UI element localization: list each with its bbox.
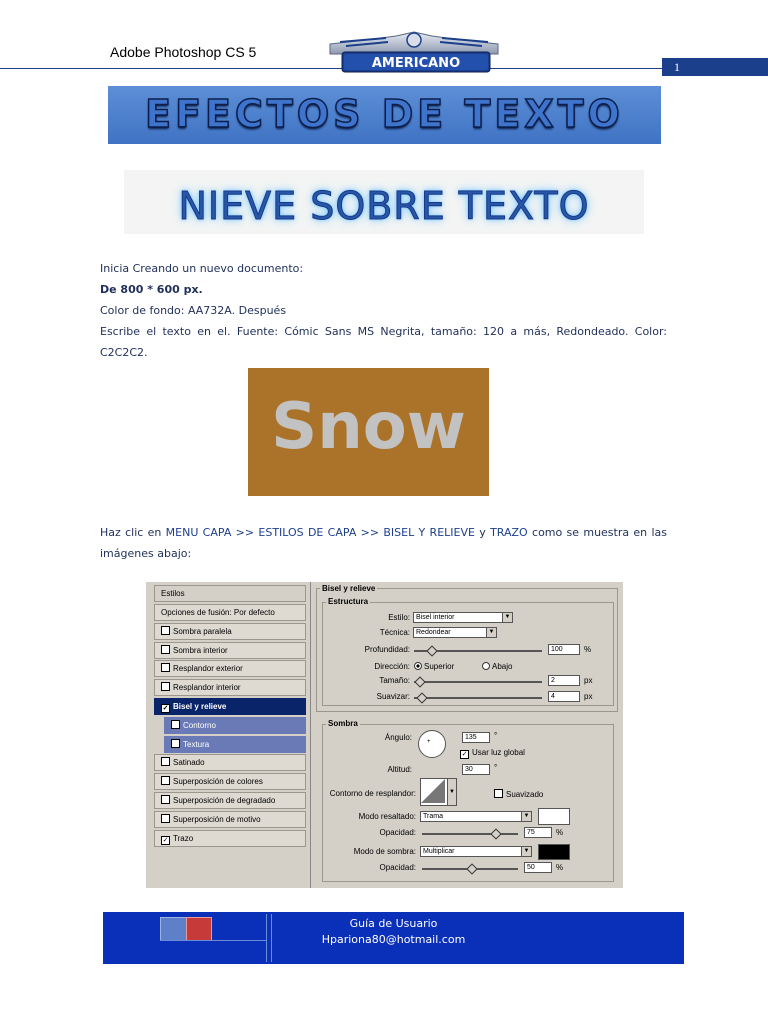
style-item-label: Textura — [183, 739, 210, 749]
style-item[interactable] — [154, 830, 306, 847]
estilo-value: Bisel interior — [416, 614, 455, 621]
footer-guide-label: Guía de Usuario — [349, 917, 438, 930]
checkbox-icon[interactable] — [161, 814, 170, 823]
style-item-label: Superposición de colores — [173, 777, 263, 787]
checkbox-icon[interactable] — [161, 682, 170, 691]
style-item-label: Resplandor exterior — [173, 664, 243, 674]
body-line-2: De 800 * 600 px. — [100, 283, 203, 296]
contour-curve-icon — [421, 779, 445, 803]
snow-sample-image — [248, 368, 489, 496]
style-item[interactable] — [164, 736, 306, 753]
luz-global-option[interactable] — [460, 748, 525, 759]
checkbox-icon[interactable] — [161, 776, 170, 785]
body-line-4: Escribe el texto en el. Fuente: Cómic Sans MS Negrita, tamaño: 120 a más, Redondeado. Color: C2C2C2. — [100, 325, 667, 359]
instruction-part-a: Haz clic en — [100, 526, 166, 539]
checkbox-icon[interactable] — [161, 626, 170, 635]
angulo-unit: ° — [494, 731, 498, 740]
subtitle-box — [124, 170, 644, 234]
chevron-down-icon: ▼ — [486, 628, 496, 637]
bevel-settings-panel — [312, 582, 623, 888]
shading-title: Sombra — [328, 719, 358, 728]
banner-title: EFECTOS DE TEXTO — [145, 92, 624, 136]
style-item-label: Sombra paralela — [173, 626, 232, 636]
header-app-title: Adobe Photoshop CS 5 — [110, 44, 257, 60]
tecnica-value: Redondear — [416, 629, 451, 636]
opacidad1-label: Opacidad: — [379, 828, 416, 837]
suavizar-label: Suavizar: — [376, 692, 410, 701]
checkbox-icon[interactable] — [161, 663, 170, 672]
instruction-menu-path: MENU CAPA >> ESTILOS DE CAPA >> BISEL Y RELIEVE — [165, 526, 475, 539]
checkbox-icon[interactable] — [161, 757, 170, 766]
profundidad-unit: % — [584, 645, 592, 654]
opacidad2-input[interactable]: 50 — [524, 862, 552, 873]
radio-icon — [482, 662, 490, 670]
suavizar-slider[interactable] — [414, 697, 542, 699]
checkbox-icon[interactable] — [171, 720, 180, 729]
tecnica-select[interactable] — [413, 627, 497, 638]
chevron-down-icon: ▼ — [521, 847, 531, 856]
style-item[interactable] — [164, 717, 306, 734]
chevron-down-icon: ▼ — [502, 613, 512, 622]
checkbox-icon[interactable] — [161, 795, 170, 804]
highlight-color-swatch[interactable] — [538, 808, 570, 825]
altitud-input[interactable]: 30 — [462, 764, 490, 775]
style-item-label: Sombra interior — [173, 645, 228, 655]
style-item[interactable] — [154, 811, 306, 828]
checkbox-checked-icon[interactable]: ✓ — [162, 705, 169, 712]
subtitle-title: NIEVE SOBRE TEXTO — [178, 184, 590, 228]
angle-dial[interactable] — [418, 730, 446, 758]
instruction-text — [100, 522, 667, 564]
estilo-select[interactable] — [413, 612, 513, 623]
altitud-label: Altitud: — [387, 765, 412, 774]
style-item[interactable] — [154, 792, 306, 809]
style-item-label: Resplandor interior — [173, 683, 241, 693]
style-item-label: Superposición de degradado — [173, 796, 276, 805]
americano-logo — [326, 30, 502, 78]
style-item-label: Bisel y relieve — [173, 702, 227, 711]
tamano-label: Tamaño: — [379, 676, 410, 685]
style-item[interactable] — [154, 642, 306, 659]
style-item[interactable] — [154, 679, 306, 696]
opacidad2-label: Opacidad: — [379, 863, 416, 872]
modo-sombra-label: Modo de sombra: — [353, 847, 416, 856]
suavizar-unit: px — [584, 692, 593, 701]
body-line-3: Color de fondo: AA732A. Después — [100, 304, 287, 317]
opacidad2-slider[interactable] — [422, 868, 518, 870]
logo-text: AMERICANO — [371, 56, 461, 71]
contour-preview[interactable] — [420, 778, 448, 806]
tecnica-label: Técnica: — [379, 628, 410, 637]
suavizado-label: Suavizado — [506, 790, 544, 799]
footer-email: Hpariona80@hotmail.com — [321, 933, 466, 946]
style-item-label: Opciones de fusión: Por defecto — [161, 608, 275, 617]
layer-style-dialog — [146, 582, 623, 888]
style-item[interactable] — [154, 604, 306, 621]
direccion-superior-label: Superior — [424, 662, 455, 671]
chevron-down-icon[interactable]: ▼ — [447, 778, 457, 806]
style-item[interactable] — [154, 698, 306, 715]
style-item-label: Satinado — [173, 758, 205, 768]
direccion-label: Dirección: — [374, 662, 410, 671]
tamano-slider[interactable] — [414, 681, 542, 683]
angulo-label: Ángulo: — [384, 733, 412, 742]
suavizado-option[interactable] — [494, 789, 543, 799]
footer-bar — [103, 912, 684, 964]
checkbox-icon — [494, 789, 503, 798]
opacidad1-unit: % — [556, 828, 564, 837]
direccion-abajo-option[interactable] — [482, 662, 512, 671]
instruction-part-c: como se muestra en las imágenes abajo: — [100, 526, 667, 560]
suavizar-input[interactable]: 4 — [548, 691, 580, 702]
instruction-trazo: TRAZO — [490, 526, 528, 539]
body-line-1: Inicia Creando un nuevo documento: — [100, 262, 304, 275]
angulo-input[interactable]: 135 — [462, 732, 490, 743]
checkbox-icon[interactable] — [171, 739, 180, 748]
tamano-input[interactable]: 2 — [548, 675, 580, 686]
page-number: 1 — [662, 58, 768, 76]
modo-sombra-select[interactable] — [420, 846, 532, 857]
profundidad-input[interactable]: 100 — [548, 644, 580, 655]
modo-resaltado-select[interactable] — [420, 811, 532, 822]
styles-panel — [146, 582, 311, 888]
style-item-label: Superposición de motivo — [173, 814, 261, 824]
style-item[interactable] — [154, 754, 306, 771]
estilo-label: Estilo: — [388, 613, 410, 622]
opacidad2-unit: % — [556, 863, 564, 872]
tamano-unit: px — [584, 676, 593, 685]
altitud-unit: ° — [494, 763, 498, 772]
direccion-superior-option[interactable] — [414, 662, 454, 671]
style-item-label: Trazo — [173, 833, 194, 843]
style-item[interactable] — [154, 623, 306, 640]
modo-sombra-value: Multiplicar — [423, 848, 455, 855]
shadow-color-swatch[interactable] — [538, 844, 570, 860]
title-banner — [108, 86, 661, 144]
checkbox-icon[interactable] — [161, 645, 170, 654]
opacidad1-input[interactable]: 75 — [524, 827, 552, 838]
modo-resaltado-label: Modo resaltado: — [358, 812, 416, 821]
bevel-title: Bisel y relieve — [322, 584, 376, 593]
modo-resaltado-value: Trama — [423, 813, 443, 820]
style-item[interactable] — [154, 773, 306, 790]
instruction-part-b: y — [474, 526, 491, 539]
direccion-abajo-label: Abajo — [492, 662, 513, 671]
luz-global-label: Usar luz global — [472, 748, 525, 757]
style-item-label: Contorno — [183, 720, 216, 730]
profundidad-label: Profundidad: — [364, 645, 410, 654]
profundidad-slider[interactable] — [414, 650, 542, 652]
angle-crosshair-icon: + — [427, 739, 431, 745]
checkbox-checked-icon: ✓ — [461, 751, 468, 758]
contorno-label: Contorno de resplandor: — [329, 789, 416, 798]
style-item[interactable] — [154, 660, 306, 677]
styles-header: Estilos — [154, 585, 306, 602]
radio-selected-icon — [414, 662, 422, 670]
opacidad1-slider[interactable] — [422, 833, 518, 835]
chevron-down-icon: ▼ — [521, 812, 531, 821]
checkbox-checked-icon[interactable]: ✓ — [162, 836, 169, 844]
snow-text: Snow — [271, 390, 466, 464]
structure-title: Estructura — [328, 597, 369, 606]
